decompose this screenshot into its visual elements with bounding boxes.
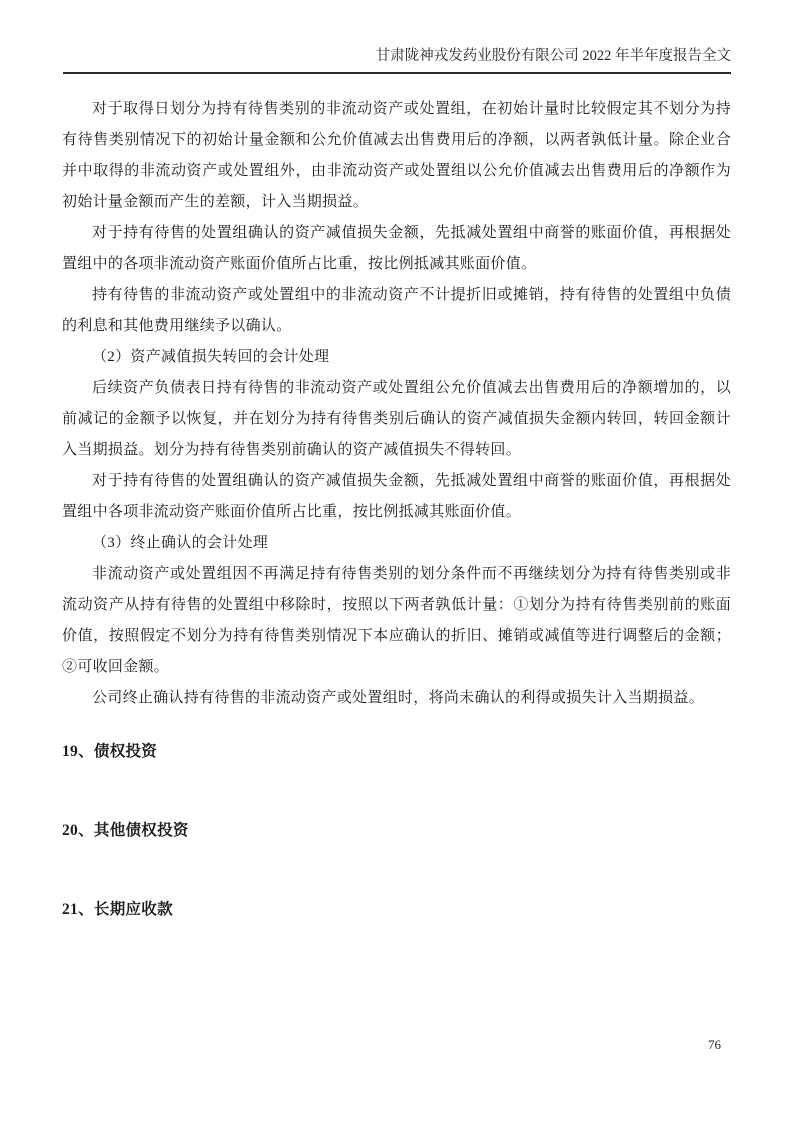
page-number: 76: [708, 1037, 721, 1052]
header-title: 甘肃陇神戎发药业股份有限公司 2022 年半年度报告全文: [375, 48, 731, 64]
paragraph-initial-measurement: 对于取得日划分为持有待售类别的非流动资产或处置组，在初始计量时比较假定其不划分为持有待售类别情况下的初始计量金额和公允价值减去出售费用后的净额，以两者孰低计量。除企业合并中取得的非流动资产或处置组外，由非流动资产或处置组以公允价值减去出售费用后的净额作为初始计量金额而产生的差额，计入当期损益。: [62, 101, 731, 210]
paragraph-impairment-allocation: 对于持有待售的处置组确认的资产减值损失金额，先抵减处置组中商誉的账面价值，再根据处置组中的各项非流动资产账面价值所占比重，按比例抵减其账面价值。: [62, 225, 731, 272]
section-heading-impairment-reversal: （2）资产减值损失转回的会计处理: [92, 349, 330, 365]
heading-20-other-debt-investments: 20、其他债权投资: [62, 822, 189, 839]
section-heading-derecognition: （3）终止确认的会计处理: [92, 535, 269, 551]
paragraph-derecognition-gain-loss: 公司终止确认持有待售的非流动资产或处置组时，将尚未确认的利得或损失计入当期损益。: [92, 690, 705, 706]
heading-19-debt-investments: 19、债权投资: [62, 743, 158, 760]
paragraph-reclassification: 非流动资产或处置组因不再满足持有待售类别的划分条件而不再继续划分为持有待售类别或非流动资产从持有待售的处置组中移除时，按照以下两者孰低计量：①划分为持有待售类别前的账面价值，按照假定不划分为持有待售类别情况下本应确认的折旧、摊销或减值等进行调整后的金额；②可收回金额。: [62, 566, 731, 675]
document-body: [62, 94, 731, 925]
page-header: [63, 46, 731, 74]
heading-21-long-term-receivables: 21、长期应收款: [62, 901, 173, 918]
paragraph-impairment-allocation-2: 对于持有待售的处置组确认的资产减值损失金额，先抵减处置组中商誉的账面价值，再根据处置组中各项非流动资产账面价值所占比重，按比例抵减其账面价值。: [62, 473, 731, 520]
paragraph-subsequent-balance-sheet: 后续资产负债表日持有待售的非流动资产或处置组公允价值减去出售费用后的净额增加的，以前减记的金额予以恢复，并在划分为持有待售类别后确认的资产减值损失金额内转回，转回金额计入当期损益。划分为持有待售类别前确认的资产减值损失不得转回。: [62, 380, 731, 458]
paragraph-no-depreciation: 持有待售的非流动资产或处置组中的非流动资产不计提折旧或摊销，持有待售的处置组中负债的利息和其他费用继续予以确认。: [62, 287, 731, 334]
